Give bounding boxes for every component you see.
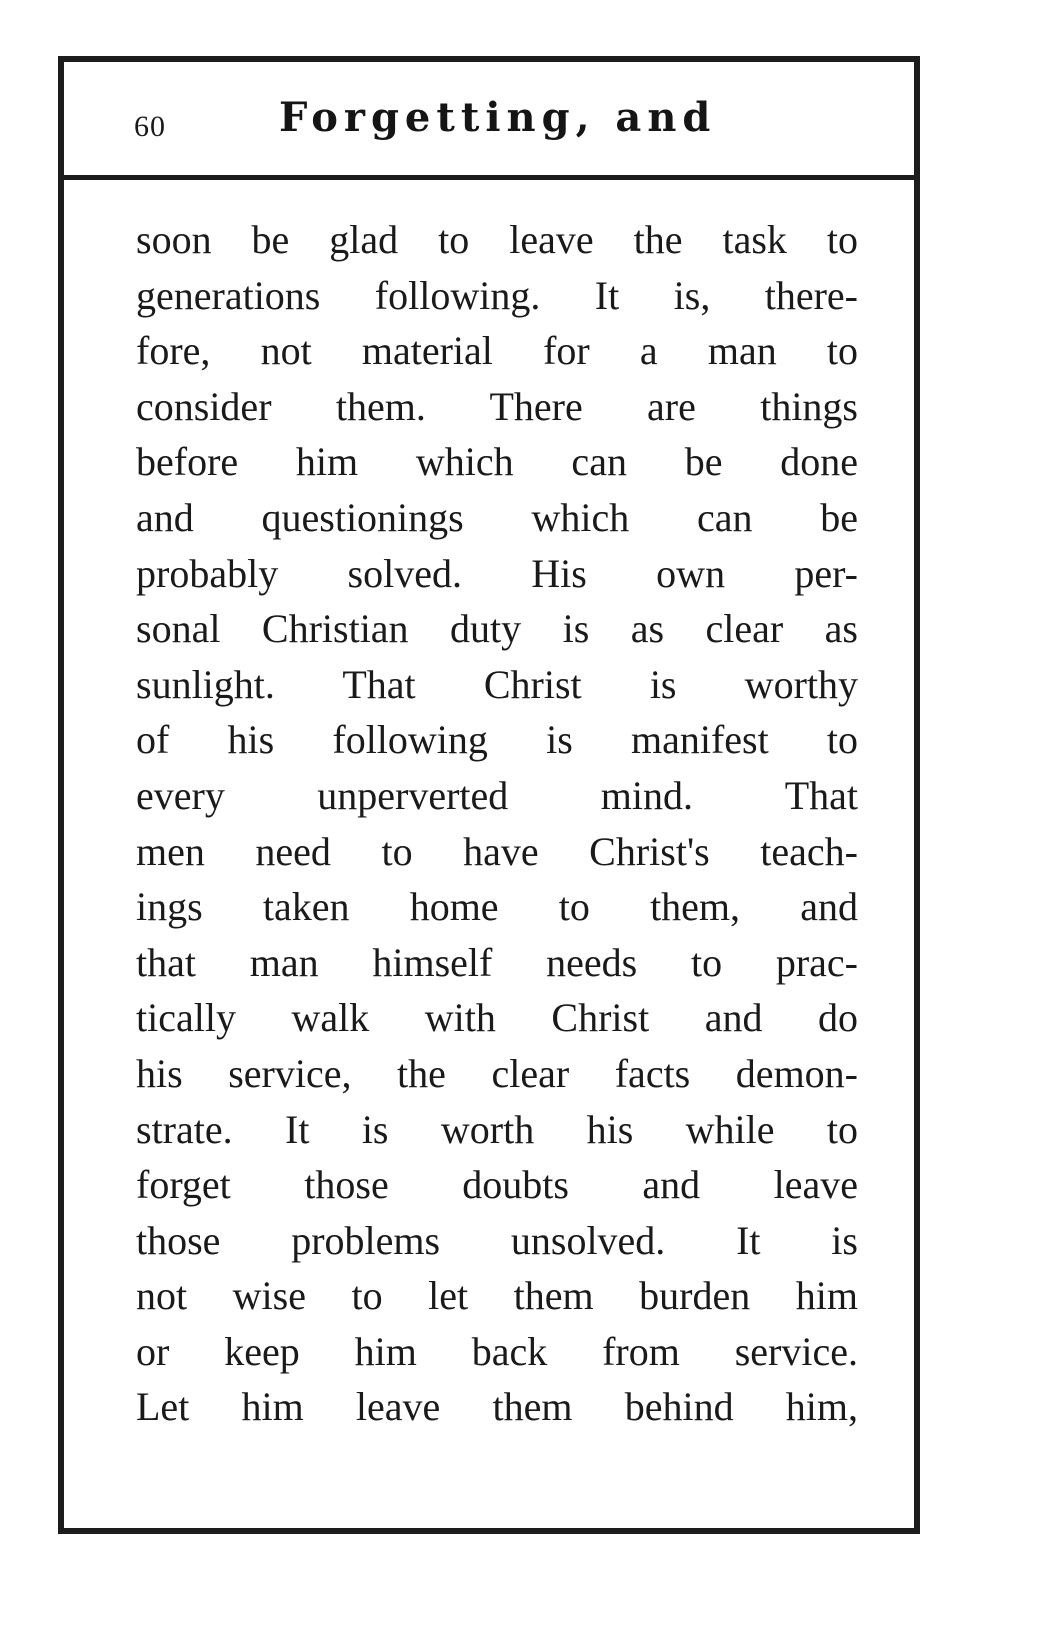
text-line: every unperverted mind. That: [136, 772, 858, 818]
page-number: 60: [134, 110, 166, 143]
text-line: sunlight. That Christ is worthy: [136, 661, 858, 707]
text-line: soon be glad to leave the task to: [136, 217, 858, 262]
text-line: fore, not material for a man to: [136, 328, 858, 374]
running-head-title: Forgetting, and: [279, 94, 717, 141]
text-line: tically walk with Christ and do: [136, 995, 858, 1041]
text-line: his service, the clear facts demon-: [136, 1050, 858, 1096]
text-line: and questionings which can be: [136, 494, 858, 540]
running-header: [64, 62, 914, 180]
text-line: consider them. There are things: [136, 383, 858, 429]
text-line: ings taken home to them, and: [136, 884, 858, 930]
text-line: generations following. It is, there-: [136, 272, 858, 318]
text-line: strate. It is worth his while to: [136, 1106, 858, 1152]
text-line: probably solved. His own per-: [136, 550, 858, 596]
text-line: or keep him back from service.: [136, 1328, 858, 1374]
text-line: forget those doubts and leave: [136, 1162, 858, 1208]
body-text: [136, 212, 858, 1435]
text-line: men need to have Christ's teach-: [136, 828, 858, 874]
text-line: not wise to let them burden him: [136, 1273, 858, 1319]
text-line: Let him leave them behind him,: [136, 1384, 858, 1430]
text-line: those problems unsolved. It is: [136, 1217, 858, 1263]
text-line: that man himself needs to prac-: [136, 939, 858, 985]
text-line: of his following is manifest to: [136, 717, 858, 763]
page-border: [58, 56, 920, 1534]
text-line: before him which can be done: [136, 439, 858, 485]
text-line: sonal Christian duty is as clear as: [136, 606, 858, 652]
